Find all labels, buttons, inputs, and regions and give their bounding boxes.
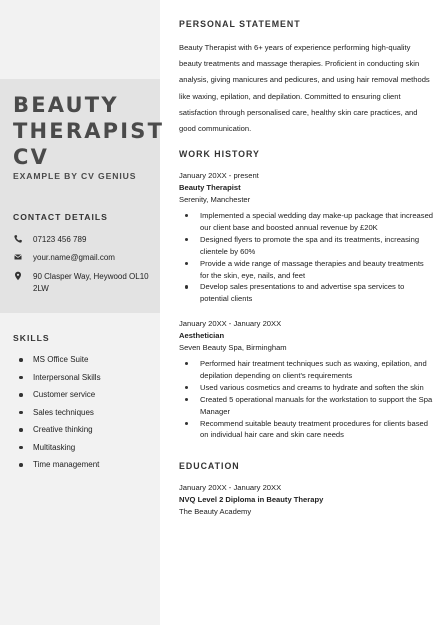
bullet-icon: [19, 428, 23, 432]
email-text[interactable]: your.name@gmail.com: [33, 253, 115, 262]
skill-label: Interpersonal Skills: [33, 372, 101, 382]
job-title: Aesthetician: [179, 331, 225, 340]
phone-text: 07123 456 789: [33, 235, 87, 244]
skill-label: Multitasking: [33, 442, 76, 452]
education-qualification: NVQ Level 2 Diploma in Beauty Therapy: [179, 495, 324, 504]
bullet-text: Used various cosmetics and creams to hydrate and soften the skin: [200, 382, 424, 392]
bullet-text: Created 5 operational manuals for the workstation to support the Spa Manager: [200, 394, 433, 416]
title-line: THERAPIST: [13, 119, 165, 143]
skill-item: [13, 442, 153, 460]
bullet-icon: [19, 376, 23, 380]
bullet-item: [179, 281, 434, 305]
bullet-text: Designed flyers to promote the spa and its treatments, increasing clientele by 60%: [200, 234, 420, 256]
bullet-text: Develop sales presentations to and advertise spa services to potential clients: [200, 282, 405, 304]
bullet-icon: [185, 386, 188, 389]
bullet-item: [179, 394, 434, 418]
personal-statement-heading: PERSONAL STATEMENT: [179, 19, 301, 29]
resume-title: [13, 92, 165, 170]
job-employer: Seven Beauty Spa, Birmingham: [179, 343, 287, 352]
bullet-item: [179, 234, 434, 258]
skill-label: Creative thinking: [33, 425, 93, 434]
resume-subtitle: EXAMPLE BY CV GENIUS: [13, 171, 137, 181]
education-heading: EDUCATION: [179, 461, 240, 471]
education-institution: The Beauty Academy: [179, 507, 252, 516]
education-dates: January 20XX - January 20XX: [179, 483, 282, 492]
bullet-icon: [19, 358, 23, 362]
bullet-icon: [185, 262, 188, 265]
skill-item: [13, 354, 153, 372]
job-dates: January 20XX - present: [179, 171, 259, 180]
skill-label: Sales techniques: [33, 407, 94, 417]
address-text: 90 Clasper Way, Heywood OL10 2LW: [33, 272, 149, 293]
contact-address: [13, 271, 153, 295]
bullet-item: [179, 382, 434, 394]
job-bullets: [179, 358, 434, 441]
title-line: BEAUTY: [13, 93, 119, 117]
bullet-text: Performed hair treatment techniques such as waxing, epilation, and depilation depending on client's requirements: [200, 359, 427, 380]
bullet-item: [179, 418, 434, 442]
bullet-icon: [185, 362, 188, 365]
skill-item: [13, 407, 153, 425]
personal-statement-text: Beauty Therapist with 6+ years of experience performing high-quality beauty treatments and massage therapies. Proficient in conducting skin analysis, giving manicures and pedicures, and using hair removal methods like waxing, epilation, and depilation. Committed to ensuring client satisfaction through personalised care, healthy skin care practices, and good communication.: [179, 43, 430, 134]
skill-label: MS Office Suite: [33, 355, 89, 364]
bullet-icon: [185, 398, 188, 401]
job-employer: Serenity, Manchester: [179, 195, 251, 204]
job-bullets: [179, 210, 434, 305]
bullet-icon: [185, 285, 188, 288]
title-line: CV: [13, 145, 50, 169]
bullet-icon: [19, 463, 23, 467]
bullet-item: [179, 358, 434, 382]
contact-email: [13, 252, 153, 264]
bullet-icon: [185, 214, 188, 217]
job-title: Beauty Therapist: [179, 183, 241, 192]
bullet-text: Recommend suitable beauty treatment procedures for clients based on individual hair care and skin care needs: [200, 418, 428, 440]
bullet-icon: [19, 393, 23, 397]
skill-label: Customer service: [33, 390, 96, 399]
bullet-icon: [19, 446, 23, 450]
bullet-icon: [19, 411, 23, 415]
bullet-icon: [185, 422, 188, 425]
skill-item: [13, 459, 153, 477]
bullet-icon: [185, 238, 188, 241]
contact-phone: [13, 234, 153, 246]
skill-label: Time management: [33, 460, 100, 469]
work-history-heading: WORK HISTORY: [179, 149, 260, 159]
bullet-item: [179, 258, 434, 282]
skill-item: [13, 424, 153, 442]
skills-heading: SKILLS: [13, 333, 50, 343]
location-pin-icon: [13, 271, 23, 281]
skill-item: [13, 389, 153, 407]
job-dates: January 20XX - January 20XX: [179, 319, 282, 328]
bullet-text: Provide a wide range of massage therapies and beauty treatments for the skin, eye, nails, and feet: [200, 258, 424, 280]
email-icon: [13, 252, 23, 262]
contact-heading: CONTACT DETAILS: [13, 212, 108, 222]
skill-item: [13, 372, 153, 390]
phone-icon: [13, 234, 23, 244]
skills-list: [13, 354, 153, 477]
bullet-item: [179, 210, 434, 234]
bullet-text: Implemented a special wedding day make-up package that increased our client base and boosted annual revenue by £20K: [200, 211, 434, 232]
